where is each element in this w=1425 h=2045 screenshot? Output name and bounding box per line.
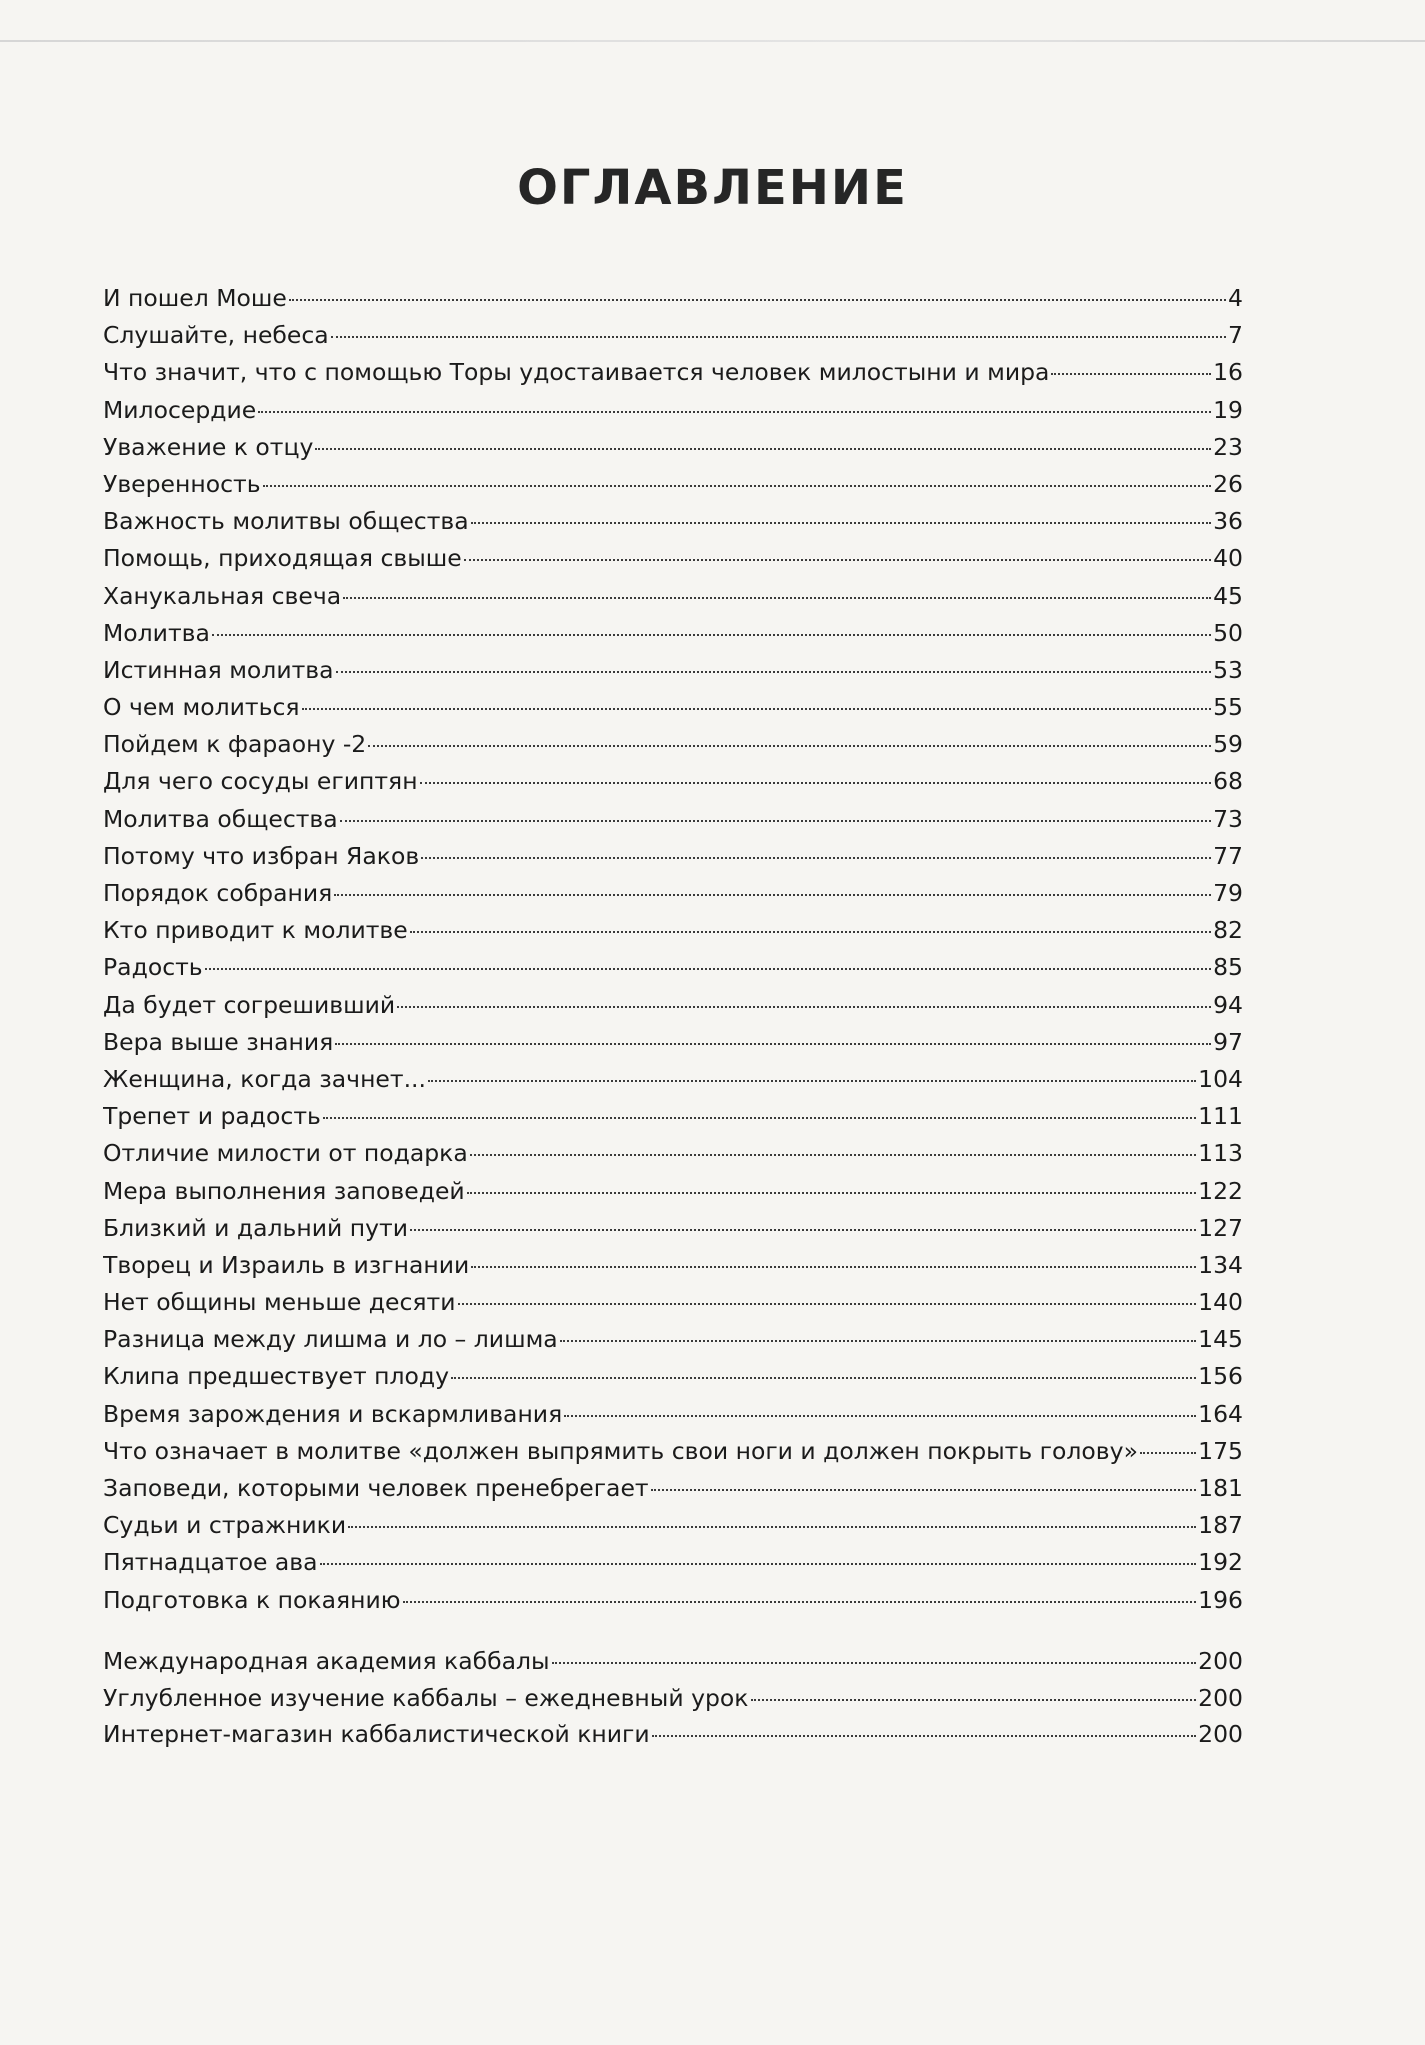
entry-page-number: 16 xyxy=(1213,358,1243,387)
entry-page-number: 140 xyxy=(1198,1288,1243,1317)
entry-title: Творец и Израиль в изгнании xyxy=(103,1250,470,1279)
toc-entry xyxy=(103,1716,1243,1753)
entry-title: Что значит, что с помощью Торы удостаивается человек милостыни и мира xyxy=(103,358,1050,387)
entry-title: Время зарождения и вскармливания xyxy=(103,1399,563,1428)
entry-title: Что означает в молитве «должен выпрямить свои ноги и должен покрыть голову» xyxy=(103,1436,1138,1465)
entry-page-number: 164 xyxy=(1198,1399,1243,1428)
entry-page-number: 94 xyxy=(1213,990,1243,1019)
entry-page-number: 79 xyxy=(1213,879,1243,907)
entry-title: Милосердие xyxy=(103,395,257,424)
toc-entry xyxy=(103,1433,1243,1470)
entry-page-number: 127 xyxy=(1198,1213,1243,1242)
entry-page-number: 122 xyxy=(1198,1176,1243,1205)
entry-title: Для чего сосуды египтян xyxy=(103,767,418,796)
entry-title: Подготовка к покаянию xyxy=(103,1585,401,1614)
toc-entry xyxy=(103,912,1243,949)
toc-entry xyxy=(103,354,1243,391)
dot-leader xyxy=(258,411,1211,413)
entry-page-number: 97 xyxy=(1213,1027,1243,1056)
dot-leader xyxy=(410,931,1211,933)
dot-leader xyxy=(560,1340,1196,1342)
entry-page-number: 175 xyxy=(1198,1436,1243,1465)
dot-leader xyxy=(428,1080,1196,1082)
toc-entry xyxy=(103,1544,1243,1581)
entry-page-number: 156 xyxy=(1198,1362,1243,1391)
toc-entry xyxy=(103,503,1243,540)
dot-leader xyxy=(471,522,1211,524)
entry-title: Молитва общества xyxy=(103,804,338,833)
dot-leader xyxy=(331,336,1226,338)
dot-leader xyxy=(552,1662,1197,1664)
entry-page-number: 82 xyxy=(1213,916,1243,945)
toc-entry xyxy=(103,1098,1243,1135)
entry-title: Молитва xyxy=(103,618,210,647)
entry-title: Заповеди, которыми человек пренебрегает xyxy=(103,1474,649,1502)
dot-leader xyxy=(470,1154,1196,1156)
dot-leader xyxy=(335,1043,1211,1045)
toc-entry xyxy=(103,763,1243,800)
toc-entry xyxy=(103,1173,1243,1210)
toc-entry xyxy=(103,689,1243,726)
toc-entry xyxy=(103,1582,1243,1619)
entry-page-number: 45 xyxy=(1213,581,1243,610)
dot-leader xyxy=(1051,373,1211,375)
dot-leader xyxy=(205,968,1211,970)
entry-title: Разница между лишма и ло – лишма xyxy=(103,1325,558,1354)
entry-title: Международная академия каббалы xyxy=(103,1647,550,1675)
entry-page-number: 73 xyxy=(1213,804,1243,833)
toc-entry xyxy=(103,1507,1243,1544)
toc-entry xyxy=(103,875,1243,912)
entry-title: Углубленное изучение каббалы – ежедневный урок xyxy=(103,1683,749,1712)
toc-entry xyxy=(103,1061,1243,1098)
entry-title: О чем молиться xyxy=(103,693,300,722)
dot-leader xyxy=(564,1415,1196,1417)
entry-page-number: 77 xyxy=(1213,841,1243,870)
dot-leader xyxy=(458,1303,1197,1305)
dot-leader xyxy=(368,745,1211,747)
dot-leader xyxy=(410,1229,1196,1231)
entry-title: Мера выполнения заповедей xyxy=(103,1176,465,1205)
entry-title: Трепет и радость xyxy=(103,1102,321,1131)
dot-leader xyxy=(263,485,1212,487)
entry-page-number: 200 xyxy=(1198,1683,1243,1712)
entry-title: Вера выше знания xyxy=(103,1027,334,1056)
toc-entry xyxy=(103,1210,1243,1247)
entry-page-number: 200 xyxy=(1198,1720,1243,1748)
entry-title: Женщина, когда зачнет... xyxy=(103,1064,426,1093)
entry-page-number: 23 xyxy=(1213,432,1243,461)
entry-page-number: 53 xyxy=(1213,655,1243,684)
dot-leader xyxy=(348,1526,1196,1528)
toc-entry xyxy=(103,987,1243,1024)
toc-entry xyxy=(103,1643,1243,1680)
toc-entry xyxy=(103,1024,1243,1061)
toc-entry xyxy=(103,1396,1243,1433)
entry-title: Уважение к отцу xyxy=(103,432,314,461)
dot-leader xyxy=(464,559,1211,561)
entry-title: И пошел Моше xyxy=(103,284,287,312)
entry-page-number: 7 xyxy=(1228,321,1243,350)
entry-title: Ханукальная свеча xyxy=(103,581,342,610)
entry-page-number: 40 xyxy=(1213,544,1243,573)
dot-leader xyxy=(302,708,1212,710)
toc-entry xyxy=(103,1321,1243,1358)
entry-title: Потому что избран Яаков xyxy=(103,841,420,870)
entry-title: Порядок собрания xyxy=(103,879,333,907)
dot-leader xyxy=(471,1266,1196,1268)
dot-leader xyxy=(751,1699,1197,1701)
page-title: ОГЛАВЛЕНИЕ xyxy=(517,160,908,216)
toc-entry xyxy=(103,1247,1243,1284)
dot-leader xyxy=(323,1117,1196,1119)
entry-title: Кто приводит к молитве xyxy=(103,916,408,945)
toc-entry xyxy=(103,1284,1243,1321)
dot-leader xyxy=(420,782,1212,784)
entry-page-number: 187 xyxy=(1198,1511,1243,1540)
dot-leader xyxy=(289,299,1226,301)
toc-entry xyxy=(103,949,1243,986)
entry-page-number: 113 xyxy=(1198,1139,1243,1168)
entry-title: Истинная молитва xyxy=(103,655,334,684)
entry-title: Помощь, приходящая свыше xyxy=(103,544,462,573)
dot-leader xyxy=(340,820,1211,822)
entry-page-number: 4 xyxy=(1228,284,1243,312)
dot-leader xyxy=(334,894,1211,896)
toc-entry xyxy=(103,838,1243,875)
entry-page-number: 200 xyxy=(1198,1647,1243,1675)
dot-leader xyxy=(397,1006,1211,1008)
entry-page-number: 68 xyxy=(1213,767,1243,796)
toc-entry xyxy=(103,615,1243,652)
dot-leader xyxy=(451,1377,1196,1379)
toc-entry xyxy=(103,652,1243,689)
entry-page-number: 196 xyxy=(1198,1585,1243,1614)
entry-title: Пойдем к фараону -2 xyxy=(103,730,367,759)
entry-title: Нет общины меньше десяти xyxy=(103,1288,456,1317)
dot-leader xyxy=(320,1563,1197,1565)
entry-page-number: 55 xyxy=(1213,693,1243,722)
entry-page-number: 145 xyxy=(1198,1325,1243,1354)
entry-title: Радость xyxy=(103,953,203,982)
entry-title: Близкий и дальний пути xyxy=(103,1213,408,1242)
dot-leader xyxy=(212,634,1211,636)
dot-leader xyxy=(1140,1452,1196,1454)
entry-page-number: 19 xyxy=(1213,395,1243,424)
entry-page-number: 104 xyxy=(1198,1064,1243,1093)
toc-entry xyxy=(103,429,1243,466)
toc-entry xyxy=(103,540,1243,577)
toc-entry xyxy=(103,1680,1243,1717)
entry-page-number: 192 xyxy=(1198,1548,1243,1577)
entry-title: Слушайте, небеса xyxy=(103,321,329,350)
toc-entry xyxy=(103,1135,1243,1172)
entry-page-number: 134 xyxy=(1198,1250,1243,1279)
dot-leader xyxy=(467,1192,1196,1194)
toc-entry xyxy=(103,726,1243,763)
dot-leader xyxy=(315,448,1211,450)
entry-title: Судьи и стражники xyxy=(103,1511,347,1540)
toc-entry xyxy=(103,1470,1243,1507)
entry-title: Важность молитвы общества xyxy=(103,507,469,536)
entry-page-number: 111 xyxy=(1198,1102,1243,1131)
entry-page-number: 26 xyxy=(1213,469,1243,498)
entry-page-number: 85 xyxy=(1213,953,1243,982)
toc-entry xyxy=(103,392,1243,429)
toc-entry xyxy=(103,317,1243,354)
dot-leader xyxy=(651,1489,1197,1491)
entry-title: Интернет-магазин каббалистической книги xyxy=(103,1720,650,1748)
entry-title: Отличие милости от подарка xyxy=(103,1139,468,1168)
dot-leader xyxy=(403,1601,1197,1603)
entry-title: Уверенность xyxy=(103,469,261,498)
toc-entry xyxy=(103,466,1243,503)
dot-leader xyxy=(652,1735,1196,1737)
entry-page-number: 50 xyxy=(1213,618,1243,647)
table-of-contents xyxy=(103,280,1243,1619)
dot-leader xyxy=(336,671,1212,673)
entry-title: Да будет согрешивший xyxy=(103,990,396,1019)
dot-leader xyxy=(343,597,1211,599)
toc-entry xyxy=(103,801,1243,838)
entry-page-number: 59 xyxy=(1213,730,1243,759)
entry-page-number: 181 xyxy=(1198,1474,1243,1502)
toc-entry xyxy=(103,578,1243,615)
toc-entry xyxy=(103,280,1243,317)
toc-entry xyxy=(103,1358,1243,1395)
appendix-list xyxy=(103,1643,1243,1753)
entry-title: Пятнадцатое ава xyxy=(103,1548,318,1577)
dot-leader xyxy=(421,857,1211,859)
entry-page-number: 36 xyxy=(1213,507,1243,536)
header-rule xyxy=(0,40,1425,42)
entry-title: Клипа предшествует плоду xyxy=(103,1362,450,1391)
